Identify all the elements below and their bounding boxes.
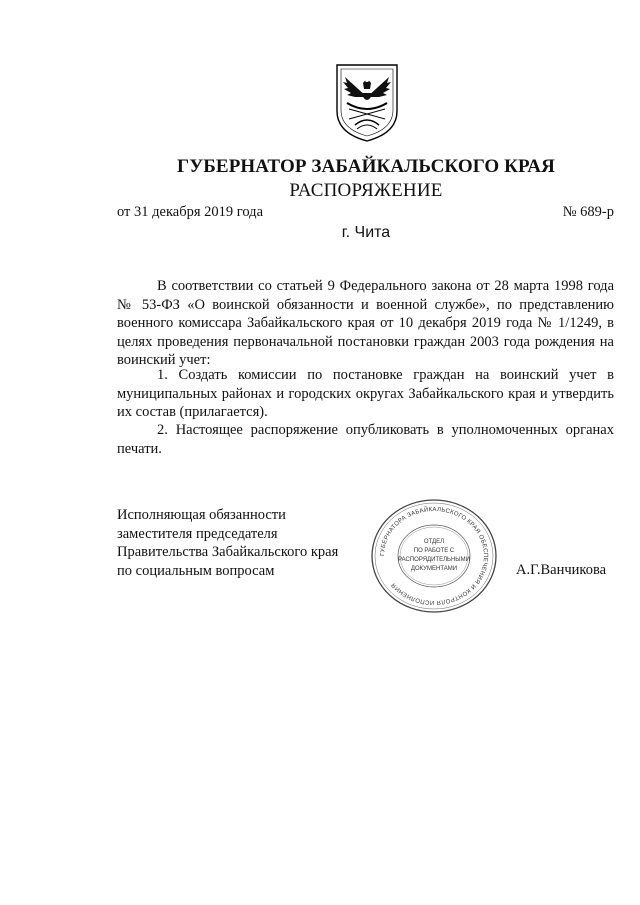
signer-line: Правительства Забайкальского края <box>117 544 339 560</box>
stamp-center-line: РАСПОРЯДИТЕЛЬНЫМИ <box>398 557 470 563</box>
stamp-ring-text: ГУБЕРНАТОРА ЗАБАЙКАЛЬСКОГО КРАЯ ОБЕСПЕЧЕНИЯ И КОНТРОЛЯ ИСПОЛНЕНИЯ <box>379 506 489 606</box>
stamp-center-line: ОТДЕЛ <box>423 539 445 545</box>
signer-line: Исполняющая обязанности <box>117 507 286 523</box>
signer-name: А.Г.Ванчикова <box>516 562 607 578</box>
coat-of-arms-emblem <box>333 63 401 143</box>
svg-text:ГУБЕРНАТОРА ЗАБАЙКАЛЬСКОГО КРА <box>380 505 488 605</box>
signer-line: заместителя председателя <box>117 525 278 542</box>
issuer-title: ГУБЕРНАТОР ЗАБАЙКАЛЬСКОГО КРАЯ <box>177 156 555 177</box>
document-type: РАСПОРЯЖЕНИЕ <box>289 180 443 201</box>
signer-position <box>117 506 338 580</box>
paragraph-preamble: В соответствии со статьей 9 Федерального закона от 28 марта 1998 года № 53-ФЗ «О воинской обязанности и военной службе», по представлению военного комиссара Забайкальского края от 10 декабря 2019 года № 1/1249, в целях проведения первоначальной постановки граждан 2003 года рождения на воинский учет: <box>117 278 614 368</box>
document-number: № 689-р <box>562 204 614 220</box>
document-date: от 31 декабря 2019 года <box>117 204 263 220</box>
paragraph-item-2: 2. Настоящее распоряжение опубликовать в уполномоченных органах печати. <box>117 422 614 457</box>
signer-line: по социальным вопросам <box>117 562 275 579</box>
stamp-center-line: ДОКУМЕНТАМИ <box>410 566 458 572</box>
official-stamp <box>368 497 500 615</box>
paragraph-item-1: 1. Создать комиссии по постановке граждан на воинский учет в муниципальных районах и городских округах Забайкальского края и утвердить их состав (прилагается). <box>117 367 614 420</box>
document-city: г. Чита <box>341 224 391 241</box>
stamp-center-line: ПО РАБОТЕ С <box>413 548 455 554</box>
